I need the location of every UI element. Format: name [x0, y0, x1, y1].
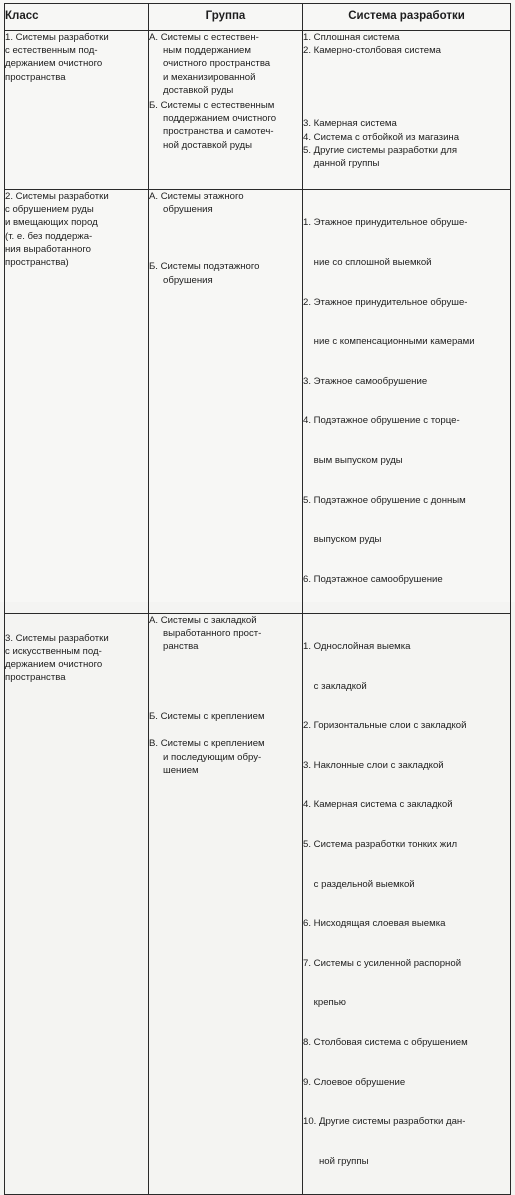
- system-line: выпуском руды: [303, 534, 382, 546]
- system-line: 2. Этажное принудительное обруше-: [303, 296, 468, 308]
- class-line: пространства: [5, 672, 66, 684]
- system-line: 1. Однослойная выемка: [303, 640, 411, 652]
- class-line: (т. е. без поддержа-: [5, 230, 93, 242]
- group-line: ным поддержанием: [163, 45, 251, 57]
- group-line: ранства: [163, 640, 199, 652]
- class-line: 2. Системы разработки: [5, 191, 109, 202]
- class-cell: [5, 613, 149, 1195]
- system-line: 2. Горизонтальные слои с закладкой: [303, 720, 467, 732]
- group-entry: [149, 99, 302, 152]
- class-line: с естественным под-: [5, 45, 98, 57]
- group-line: В. Системы с креплением: [149, 738, 265, 750]
- system-line: 4. Система с отбойкой из магазина: [303, 131, 460, 143]
- group-line: обрушения: [163, 204, 213, 216]
- system-block: [303, 190, 510, 613]
- group-line: и последующим обру-: [163, 751, 262, 763]
- system-line: 7. Системы с усиленной распорной: [303, 957, 462, 969]
- group-line: пространства и самотеч-: [163, 126, 274, 138]
- group-entry: [149, 737, 302, 777]
- system-cell: [303, 31, 511, 190]
- class-cell: [5, 31, 149, 190]
- group-line: Б. Системы подэтажного: [149, 261, 260, 273]
- group-line: Б. Системы с креплением: [149, 711, 265, 723]
- class-line: держанием очистного: [5, 658, 103, 670]
- group-line: доставкой руды: [163, 84, 234, 96]
- system-cell: [303, 190, 511, 614]
- system-line: 10. Другие системы разработки дан-: [303, 1116, 466, 1128]
- header-system: Система разработки: [303, 4, 511, 31]
- group-line: обрушения: [163, 274, 213, 286]
- system-line: 5. Другие системы разработки для: [303, 144, 458, 156]
- system-line: ние с компенсационными камерами: [303, 336, 475, 348]
- system-line: 6. Подэтажное самообрушение: [303, 573, 443, 585]
- system-line: с закладкой: [303, 680, 367, 692]
- class-line: с обрушением руды: [5, 204, 94, 216]
- system-line: 5. Система разработки тонких жил: [303, 838, 458, 850]
- header-class: Класс: [5, 4, 149, 31]
- group-entry: [149, 31, 302, 97]
- system-line: 4. Камерная система с закладкой: [303, 799, 453, 811]
- group-entry: [149, 190, 302, 216]
- header-group: Группа: [149, 4, 303, 31]
- table-row: [5, 613, 511, 1195]
- group-entry: [149, 260, 302, 286]
- system-line: крепью: [303, 997, 346, 1009]
- group-line: А. Системы этажного: [149, 191, 244, 202]
- group-line: Б. Системы с естественным: [149, 100, 275, 112]
- system-line: 4. Подэтажное обрушение с торце-: [303, 415, 460, 427]
- group-line: А. Системы с естествен-: [149, 32, 259, 43]
- system-line: ной группы: [303, 1155, 369, 1167]
- class-line: 1. Системы разработки: [5, 32, 109, 43]
- group-cell: [149, 31, 303, 190]
- group-line: поддержанием очистного: [163, 113, 277, 125]
- system-line: вым выпуском руды: [303, 455, 403, 467]
- class-line: пространства): [5, 257, 69, 269]
- system-line: 6. Нисходящая слоевая выемка: [303, 918, 446, 930]
- class-line: с искусственным под-: [5, 645, 102, 657]
- system-line: 1. Сплошная система: [303, 32, 400, 43]
- system-block: [303, 31, 510, 57]
- group-line: очистного пространства: [163, 58, 271, 70]
- class-line: держанием очистного: [5, 58, 103, 70]
- system-line: 2. Камерно-столбовая система: [303, 45, 442, 57]
- group-entry: [149, 614, 302, 654]
- system-block: [303, 614, 510, 1195]
- table-row: [5, 190, 511, 614]
- system-line: 5. Подэтажное обрушение с донным: [303, 494, 466, 506]
- group-line: выработанного прост-: [163, 627, 262, 639]
- mining-systems-table: [4, 3, 511, 1195]
- system-line: 3. Этажное самообрушение: [303, 375, 428, 387]
- system-line: 8. Столбовая система с обрушением: [303, 1037, 468, 1048]
- group-line: А. Системы с закладкой: [149, 614, 257, 626]
- group-line: шением: [163, 764, 199, 776]
- system-line: данной группы: [303, 158, 380, 170]
- system-line: 3. Камерная система: [303, 118, 397, 130]
- class-line: и вмещающих пород: [5, 217, 98, 229]
- system-cell: [303, 613, 511, 1195]
- class-line: ния выработанного: [5, 243, 91, 255]
- system-line: ние со сплошной выемкой: [303, 257, 432, 269]
- group-entry: [149, 710, 302, 723]
- group-cell: [149, 613, 303, 1195]
- group-line: ной доставкой руды: [163, 139, 252, 151]
- class-line: пространства: [5, 71, 66, 83]
- system-line: 3. Наклонные слои с закладкой: [303, 759, 444, 771]
- system-line: 9. Слоевое обрушение: [303, 1076, 406, 1088]
- class-cell: [5, 190, 149, 614]
- table-row: [5, 31, 511, 190]
- class-line: 3. Системы разработки: [5, 632, 109, 644]
- group-line: и механизированной: [163, 71, 256, 83]
- system-line: с раздельной выемкой: [303, 878, 415, 890]
- system-block: [303, 117, 510, 170]
- group-cell: [149, 190, 303, 614]
- header-row: [5, 4, 511, 31]
- system-line: 1. Этажное принудительное обруше-: [303, 217, 468, 229]
